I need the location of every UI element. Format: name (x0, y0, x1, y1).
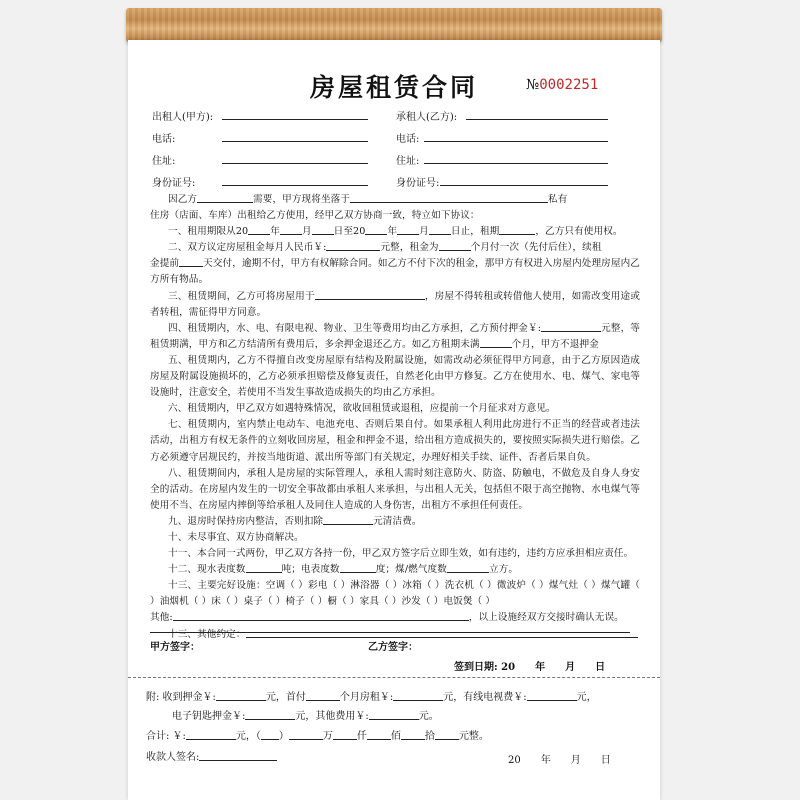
c13-other-label: 其他: (150, 612, 173, 624)
other-agreement-line-2[interactable] (150, 632, 630, 633)
lessor-field[interactable] (222, 119, 368, 120)
clause-8: 八、租赁期间内，承租人是房屋的实际管理人，承租人需时刻注意防火、防盗、防触电，不做危及自身人身安全的活动。在房屋内发生的一切安全事故都由承租人来承担，与出租人无关，包括但不限于高空抛物、水电煤气等使用不当、在房屋内摔倒等给承租人及同住人造成的人身伤害，出租方不承担任何责任。 (150, 467, 640, 511)
lessor-address-label: 住址: (152, 156, 176, 167)
receipt-row-3 (146, 727, 489, 742)
c12-text-d: 立方。 (488, 564, 519, 576)
lessor-address-field[interactable] (222, 163, 368, 164)
water-reading-field[interactable] (246, 562, 282, 573)
contract-form (128, 40, 660, 800)
cable-fee-label: 元，有线电视费￥: (443, 692, 527, 703)
clause-6: 六、租赁期内，甲乙双方如遇特殊情况，欲收回租赁或退租，应提前一个月征求对方意见。 (168, 403, 556, 415)
clause-9 (150, 514, 640, 530)
end-month-field[interactable] (397, 224, 419, 235)
bai-field[interactable] (367, 729, 391, 740)
deposit-received-field[interactable] (216, 690, 266, 701)
clause-13-other (150, 610, 640, 626)
property-location-field[interactable] (350, 192, 548, 203)
document-title: 房屋租赁合同 (309, 73, 478, 102)
rent-received-field[interactable] (393, 690, 443, 701)
rent-label: 个月房租￥: (339, 692, 394, 703)
c13-confirm-text: ，以上设施经双方交接时确认无误。 (468, 612, 624, 624)
key-deposit-label: 电子钥匙押金￥: (172, 711, 246, 722)
cleaning-fee-field[interactable] (323, 514, 373, 525)
intro-text-a: 因乙方 (168, 194, 198, 205)
intro-text-b: 需要，甲方现将坐落于 (253, 194, 351, 205)
c3-text-b: ，房屋不得转租或转借他人使用，如需改变用途或者转租，需征得甲方同意。 (150, 290, 641, 318)
c1-text-e: 年 (387, 226, 398, 238)
c12-text-a: 十二、现水表度数 (168, 564, 246, 576)
clause-13-facilities: 十三、主要完好设施：空调（ ）彩电（ ）淋浴器（ ）冰箱（ ）洗衣机（ ）微波炉（ ）煤气灶（ ）煤气罐（ ）油烟机（ ）床（ ）桌子（ ）椅子（ ）橱（ ）家具（ ）沙发（ ）电饭煲（ ） (150, 580, 640, 608)
pad-binding (126, 8, 662, 42)
clause-intro (150, 192, 640, 208)
lessor-phone-field[interactable] (222, 141, 368, 142)
lessor-label: 出租人(甲方): (152, 112, 214, 123)
min-months-field[interactable] (480, 337, 512, 348)
end-year-field[interactable] (365, 224, 387, 235)
r2-end: 元。 (418, 711, 439, 722)
clause-1 (150, 224, 640, 240)
c9-text-a: 九、退房时保持房内整洁，否则扣除 (168, 515, 324, 527)
total-amount-field[interactable] (186, 729, 236, 740)
start-day-field[interactable] (312, 224, 334, 235)
other-fee-label: 元，其他费用￥: (295, 711, 369, 722)
lessor-phone-label: 电话: (152, 134, 176, 145)
clause-intro-cont: 住房（店面、车库）出租给乙方使用，经甲乙双方协商一致，特立如下协议： (150, 210, 480, 222)
payee-label: 收款人签名: (146, 752, 200, 763)
purpose-field[interactable] (197, 192, 253, 203)
c1-text-a: 一、租用期限从20 (168, 226, 249, 238)
deposit-received-label: 附: 收到押金￥: (146, 692, 216, 703)
lessee-phone-field[interactable] (424, 141, 608, 142)
c2-text-c: 个月付一次（先付后住），续租 (470, 242, 602, 254)
c3-text-a: 三、租赁期间，乙方可将房屋用于 (168, 290, 315, 302)
lessee-id-label: 身份证号: (396, 178, 440, 189)
serial-digits: 0002251 (539, 77, 599, 93)
tear-line (128, 677, 660, 678)
receipt-row-1 (146, 688, 597, 703)
payee-signature-field[interactable] (199, 750, 277, 761)
lessee-field[interactable] (466, 119, 608, 120)
first-pay-months-field[interactable] (306, 690, 340, 701)
deposit-field[interactable] (541, 321, 601, 332)
c1-text-f: 月 (419, 226, 429, 238)
intro-text-c: 私有 (548, 194, 568, 205)
payee-row (146, 748, 277, 763)
party-b-signature-label: 乙方签字： (368, 642, 418, 653)
c12-text-c: 度；煤/燃气度数 (375, 564, 447, 576)
wan-label: 万 (322, 731, 333, 742)
clause-10: 十、未尽事宜、双方协商解决。 (168, 531, 304, 543)
r1-end: 元， (576, 692, 597, 703)
yuan-field[interactable] (435, 729, 459, 740)
total-upper-close: ） (278, 731, 289, 742)
contract-body (150, 192, 640, 643)
lease-term-field[interactable] (499, 224, 535, 235)
clause-2 (150, 240, 640, 288)
qian-field[interactable] (333, 729, 357, 740)
clause-11: 十一、本合同一式两份，甲乙双方各持一份，甲乙双方签字后立即生效，如有违约，违约方应承担相应责任。 (168, 548, 634, 560)
shi-label: 拾 (424, 731, 435, 742)
pay-interval-field[interactable] (439, 240, 471, 251)
c1-text-h: ，乙方只有使用权。 (535, 226, 623, 238)
first-pay-label: 元，首付 (265, 692, 306, 703)
total-label: 合计: ￥: (146, 731, 186, 742)
serial-symbol: № (526, 77, 540, 93)
other-agreement-label: 十三、其他约定： (168, 628, 246, 640)
clause-7: 七、租赁期内，室内禁止电动车、电池充电、否则后果自付。如果承租人利用此房进行不正当的经营或者违法活动，出租方有权无条件的立刻收回房屋，租金和押金不退，给出租方造成损失的，要按照实际损失进行赔偿。乙方必须遵守居规民约，并按当地街道、派出所等部门有关规定，办理好相关手续、证件、否者后果自负。 (150, 419, 640, 463)
clause-3 (150, 289, 640, 321)
c1-text-c: 月 (301, 226, 312, 238)
other-fee-field[interactable] (369, 709, 419, 720)
receipt-date: 20 年 月 日 (508, 755, 611, 766)
lessee-address-field[interactable] (424, 163, 608, 164)
c1-text-g: 日止，租期 (450, 226, 500, 238)
c1-text-d: 日至20 (333, 226, 366, 238)
serial-number (526, 77, 598, 93)
clause-5: 五、租赁期内，乙方不得擅自改变房屋原有结构及附属设施，如需改动必须征得甲方同意，由于乙方原因造成房屋及附属设施损坏的，乙方必须承担赔偿及修复责任，自然老化由甲方修复。乙方在使用水、电、煤气、家电等设施时，注意安全，若使用不当发生事故造成损失的均由乙方承担。 (150, 354, 640, 399)
start-year-field[interactable] (248, 224, 270, 235)
receipt-row-2 (172, 707, 439, 722)
c2-text-d: 金提前 (150, 258, 180, 270)
qian-label: 仟 (356, 731, 367, 742)
shi-field[interactable] (401, 729, 425, 740)
c9-text-b: 元清洁费。 (373, 515, 422, 527)
electric-reading-field[interactable] (340, 562, 376, 573)
bai-label: 佰 (390, 731, 401, 742)
c1-text-b: 年 (270, 226, 280, 238)
party-a-signature-label: 甲方签字： (150, 642, 200, 653)
sign-date: 签到日期: 20 年 月 日 (454, 662, 606, 673)
lessee-id-field[interactable] (440, 185, 608, 186)
cable-fee-field[interactable] (527, 690, 577, 701)
advance-days-field[interactable] (179, 256, 203, 267)
c2-text-a: 二、双方议定房屋租金每月人民币￥: (168, 242, 327, 254)
c4-text-b: 元整，等租赁期满，甲方和乙方结清所有费用后，多余押金退还乙方。如乙方租期未满 (150, 322, 640, 350)
total-upper-open: 元，（ (235, 731, 261, 742)
clause-4 (150, 321, 640, 353)
lessor-id-field[interactable] (222, 185, 368, 186)
end-day-field[interactable] (429, 224, 451, 235)
usage-field[interactable] (315, 289, 425, 300)
total-upper-field[interactable] (261, 729, 279, 740)
lessee-phone-label: 电话: (396, 134, 420, 145)
lessee-address-label: 住址: (396, 156, 420, 167)
lessor-id-label: 身份证号: (152, 178, 196, 189)
lessee-label: 承租人(乙方): (396, 112, 458, 123)
c2-text-b: 元整，租金为 (380, 242, 439, 254)
gas-reading-field[interactable] (447, 562, 489, 573)
start-month-field[interactable] (280, 224, 302, 235)
yuan-label: 元整。 (458, 731, 489, 742)
c12-text-b: 吨；电表度数 (281, 564, 340, 576)
clause-12 (150, 562, 640, 578)
wan-field[interactable] (289, 729, 323, 740)
monthly-rent-field[interactable] (326, 240, 380, 251)
c2-text-e: 天交付，逾期不付，甲方有权解除合同。如乙方不付下次的租金，那甲方有权进入房屋内处理房屋内乙方所有物品。 (150, 258, 640, 286)
other-facilities-field[interactable] (173, 610, 469, 621)
c4-text-c: 个月，甲方不退押金 (511, 338, 599, 350)
key-deposit-field[interactable] (245, 709, 295, 720)
c4-text-a: 四、租赁期内，水、电、有限电视、物业、卫生等费用均由乙方承担，乙方预付押金￥: (168, 322, 542, 334)
